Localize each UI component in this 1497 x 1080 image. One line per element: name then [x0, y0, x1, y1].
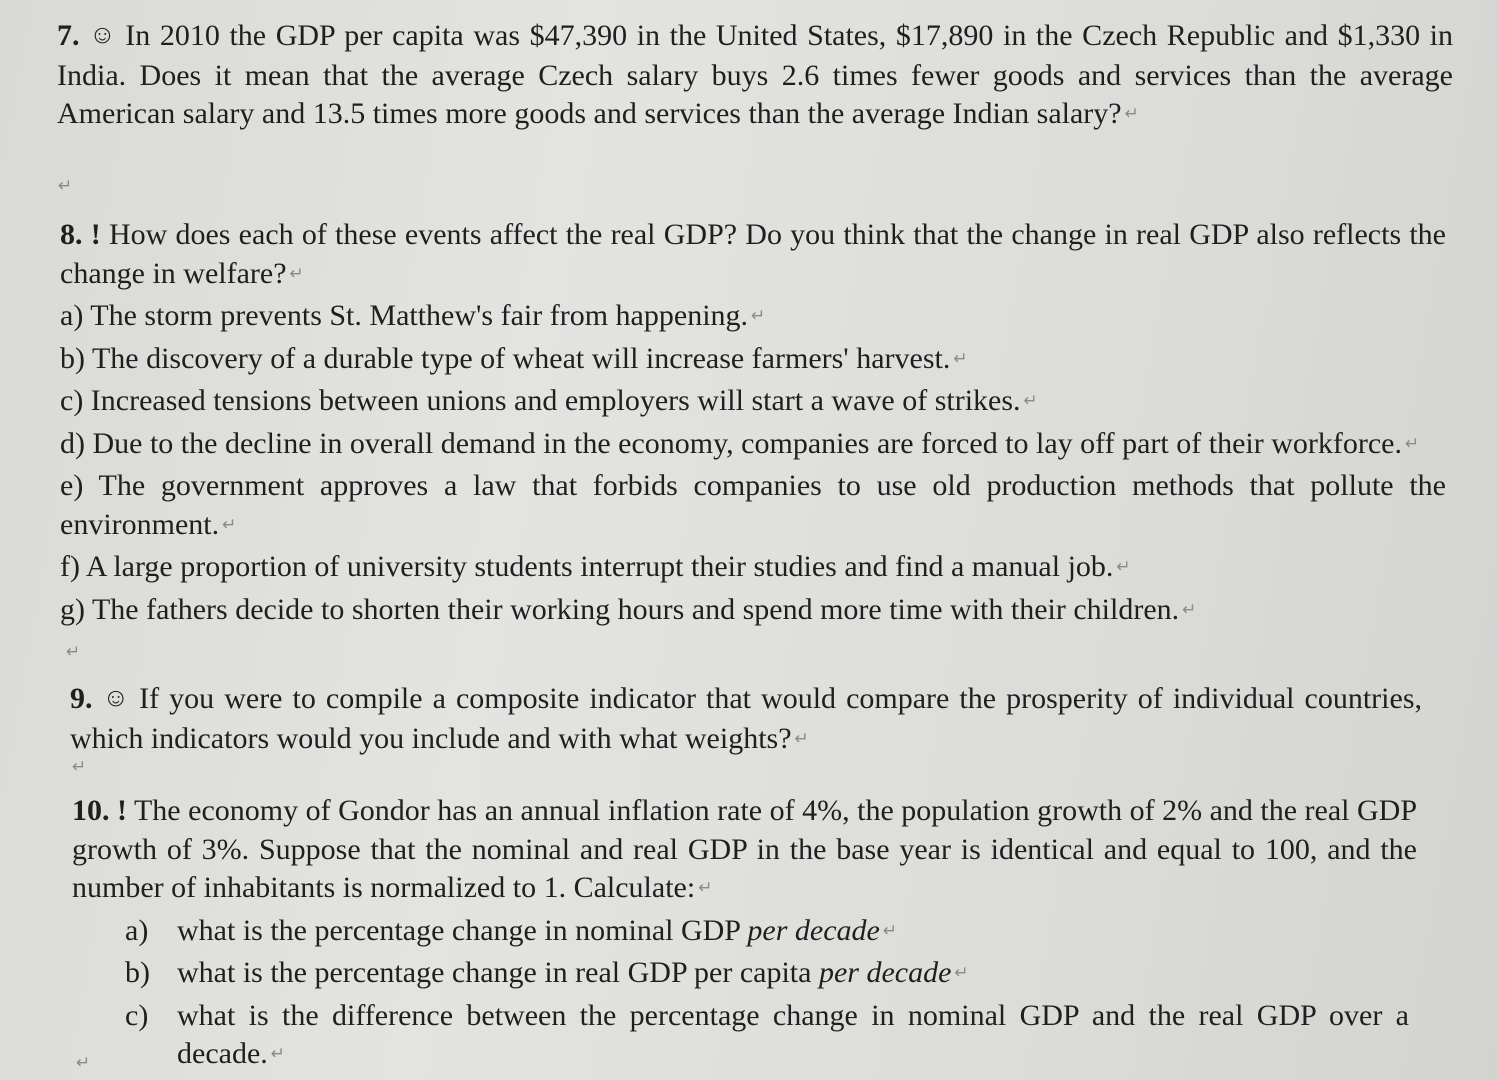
paragraph-mark-icon: ↵ [698, 878, 713, 898]
question-9-text: If you were to compile a composite indicator that would compare the prosperity of individual countries, which indicators would you include and with what weights? [70, 682, 1422, 755]
paragraph-mark-icon: ↵ [882, 920, 898, 941]
list-item: b) The discovery of a durable type of wheat will increase farmers' harvest. ↵ [60, 341, 968, 375]
calculation-list [125, 912, 1409, 1078]
question-8-text: How does each of these events affect the real GDP? Do you think that the change in real GDP also reflects the change in welfare? [60, 218, 1446, 290]
question-8-number: 8. [60, 218, 83, 251]
paragraph-mark-icon: ↵ [1124, 104, 1139, 124]
paragraph-mark-icon: ↵ [1023, 391, 1038, 411]
smiley-icon: ☺ [89, 20, 116, 49]
smiley-icon: ☺ [102, 683, 130, 712]
question-9 [70, 680, 1422, 762]
list-item-label: a) [125, 913, 149, 947]
question-10-text: The economy of Gondor has an annual inflation rate of 4%, the population growth of 2% and the real GDP growth of 3%. Suppose that the nominal and real GDP in the base year is identical and equal to 100, and the number of inhabitants is normalized to 1. Calculate: [72, 794, 1418, 904]
list-item: a) The storm prevents St. Matthew's fair from happening. ↵ [60, 299, 766, 332]
list-item: e) The government approves a law that forbids companies to use old production methods that pollute the environment. ↵ [60, 469, 1446, 541]
list-item: d) Due to the decline in overall demand in the economy, companies are forced to lay off part of their workforce. ↵ [60, 426, 1420, 460]
list-item-label: b) [125, 956, 150, 989]
paragraph-mark-icon: ↵ [289, 263, 304, 284]
list-item: c) Increased tensions between unions and employers will start a wave of strikes. ↵ [60, 384, 1038, 417]
paragraph-mark-icon: ↵ [794, 728, 809, 749]
paragraph-mark-icon: ↵ [66, 642, 81, 662]
list-item: c) what is the difference between the percentage change in nominal GDP and the real GDP over a decade. ↵ [125, 998, 1409, 1070]
list-item: b) what is the percentage change in real GDP per capita per decade ↵ [125, 954, 1409, 997]
exclamation-marker: ! [90, 218, 101, 251]
paragraph-mark-icon: ↵ [270, 1044, 286, 1064]
paragraph-mark-icon: ↵ [1116, 557, 1131, 577]
paragraph-mark-icon: ↵ [222, 514, 237, 535]
question-9-number: 9. [70, 682, 93, 715]
list-item: f) A large proportion of university students interrupt their studies and find a manual job. ↵ [60, 550, 1131, 583]
list-item: g) The fathers decide to shorten their working hours and spend more time with their children. ↵ [60, 592, 1197, 626]
paragraph-mark-icon: ↵ [953, 348, 968, 369]
question-7 [57, 17, 1453, 138]
question-7-number: 7. [57, 19, 80, 52]
paragraph-mark-icon: ↵ [76, 1053, 91, 1073]
exclamation-marker: ! [117, 794, 128, 827]
list-item-label: c) [125, 998, 149, 1032]
question-7-text: In 2010 the GDP per capita was $47,390 in the United States, $17,890 in the Czech Republic and $1,330 in India. Does it mean that the average Czech salary buys 2.6 times fewer goods and services than the average American salary and 13.5 times more goods and services than the average Indian salary? [57, 19, 1454, 130]
paragraph-mark-icon: ↵ [1182, 599, 1197, 620]
paragraph-mark-icon: ↵ [954, 963, 969, 983]
list-item: a) what is the percentage change in nominal GDP per decade ↵ [125, 912, 1409, 955]
paragraph-mark-icon: ↵ [58, 176, 73, 196]
question-8 [60, 216, 1446, 633]
paragraph-mark-icon: ↵ [72, 757, 87, 777]
question-10-number: 10. [72, 794, 110, 827]
paragraph-mark-icon: ↵ [751, 306, 766, 326]
paragraph-mark-icon: ↵ [1405, 433, 1420, 454]
question-10 [72, 792, 1417, 1078]
